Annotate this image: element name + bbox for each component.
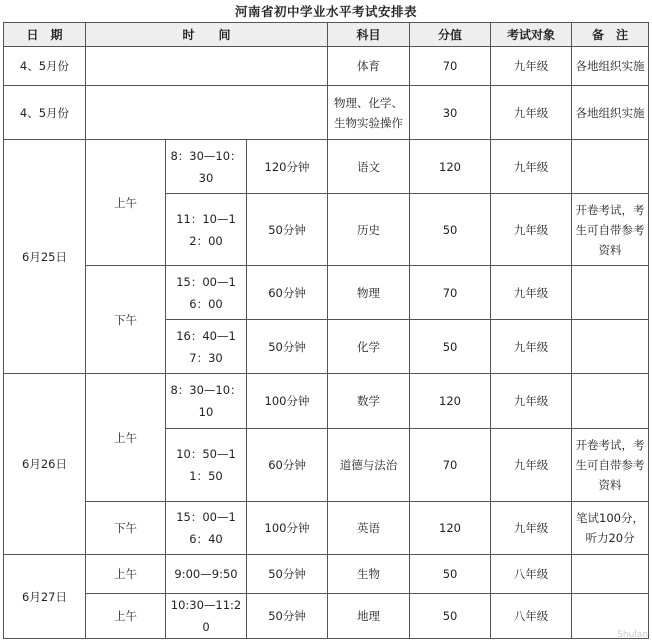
score-cell: 120 (410, 502, 491, 555)
date-cell: 6月26日 (4, 374, 86, 555)
table-row (4, 555, 649, 594)
table-row (4, 140, 649, 194)
duration-cell: 50分钟 (247, 555, 328, 594)
score-cell: 50 (410, 594, 491, 639)
target-cell: 九年级 (491, 140, 572, 194)
period-cell: 上午 (86, 140, 166, 266)
table-row (4, 502, 649, 555)
target-cell: 九年级 (491, 86, 572, 140)
clock-cell: 9:00—9:50 (166, 555, 247, 594)
subject-cell: 英语 (328, 502, 410, 555)
note-cell: 各地组织实施 (572, 86, 649, 140)
period-cell: 上午 (86, 374, 166, 502)
table-row (4, 47, 649, 86)
subject-cell: 体育 (328, 47, 410, 86)
period-cell: 上午 (86, 555, 166, 594)
score-cell: 70 (410, 266, 491, 320)
subject-cell: 物理 (328, 266, 410, 320)
subject-cell: 道德与法治 (328, 429, 410, 502)
date-cell: 4、5月份 (4, 86, 86, 140)
table-row (4, 594, 649, 639)
note-cell (572, 266, 649, 320)
date-cell: 4、5月份 (4, 47, 86, 86)
date-cell: 6月27日 (4, 555, 86, 639)
clock-cell: 15：00—16：40 (166, 502, 247, 555)
clock-cell: 10:30—11:20 (166, 594, 247, 639)
score-cell: 120 (410, 374, 491, 429)
duration-cell: 100分钟 (247, 502, 328, 555)
duration-cell: 100分钟 (247, 374, 328, 429)
target-cell: 九年级 (491, 194, 572, 266)
note-cell (572, 140, 649, 194)
score-cell: 50 (410, 555, 491, 594)
table-row (4, 374, 649, 429)
score-cell: 70 (410, 429, 491, 502)
score-cell: 30 (410, 86, 491, 140)
table-row (4, 86, 649, 140)
note-cell (572, 374, 649, 429)
target-cell: 九年级 (491, 429, 572, 502)
period-cell: 下午 (86, 502, 166, 555)
target-cell: 九年级 (491, 266, 572, 320)
subject-cell: 语文 (328, 140, 410, 194)
period-cell: 下午 (86, 266, 166, 374)
note-cell: 开卷考试，考生可自带参考资料 (572, 194, 649, 266)
time-cell-empty (86, 47, 328, 86)
header-score: 分值 (410, 23, 491, 47)
score-cell: 120 (410, 140, 491, 194)
note-cell (572, 320, 649, 374)
duration-cell: 50分钟 (247, 194, 328, 266)
clock-cell: 16：40—17：30 (166, 320, 247, 374)
duration-cell: 120分钟 (247, 140, 328, 194)
subject-cell: 物理、化学、生物实验操作 (328, 86, 410, 140)
target-cell: 九年级 (491, 374, 572, 429)
target-cell: 九年级 (491, 320, 572, 374)
duration-cell: 60分钟 (247, 266, 328, 320)
note-cell (572, 555, 649, 594)
score-cell: 50 (410, 194, 491, 266)
subject-cell: 地理 (328, 594, 410, 639)
score-cell: 50 (410, 320, 491, 374)
note-cell: 笔试100分，听力20分 (572, 502, 649, 555)
duration-cell: 50分钟 (247, 594, 328, 639)
note-cell: 各地组织实施 (572, 47, 649, 86)
subject-cell: 化学 (328, 320, 410, 374)
date-cell: 6月25日 (4, 140, 86, 374)
table-row (4, 266, 649, 320)
page-title: 河南省初中学业水平考试安排表 (234, 4, 417, 19)
score-cell: 70 (410, 47, 491, 86)
header-subject: 科目 (328, 23, 410, 47)
target-cell: 八年级 (491, 555, 572, 594)
period-cell: 上午 (86, 594, 166, 639)
header-time: 时 间 (86, 23, 328, 47)
clock-cell: 8：30—10：30 (166, 140, 247, 194)
header-date: 日 期 (4, 23, 86, 47)
subject-cell: 数学 (328, 374, 410, 429)
clock-cell: 15：00—16：00 (166, 266, 247, 320)
exam-schedule-table (3, 22, 649, 639)
time-cell-empty (86, 86, 328, 140)
header-target: 考试对象 (491, 23, 572, 47)
clock-cell: 8：30—10：10 (166, 374, 247, 429)
table-header-row (4, 23, 649, 47)
target-cell: 九年级 (491, 502, 572, 555)
watermark: Shulan (617, 630, 648, 640)
duration-cell: 60分钟 (247, 429, 328, 502)
clock-cell: 11：10—12：00 (166, 194, 247, 266)
subject-cell: 生物 (328, 555, 410, 594)
subject-cell: 历史 (328, 194, 410, 266)
target-cell: 八年级 (491, 594, 572, 639)
duration-cell: 50分钟 (247, 320, 328, 374)
clock-cell: 10：50—11：50 (166, 429, 247, 502)
header-note: 备 注 (572, 23, 649, 47)
note-cell: 开卷考试，考生可自带参考资料 (572, 429, 649, 502)
target-cell: 九年级 (491, 47, 572, 86)
